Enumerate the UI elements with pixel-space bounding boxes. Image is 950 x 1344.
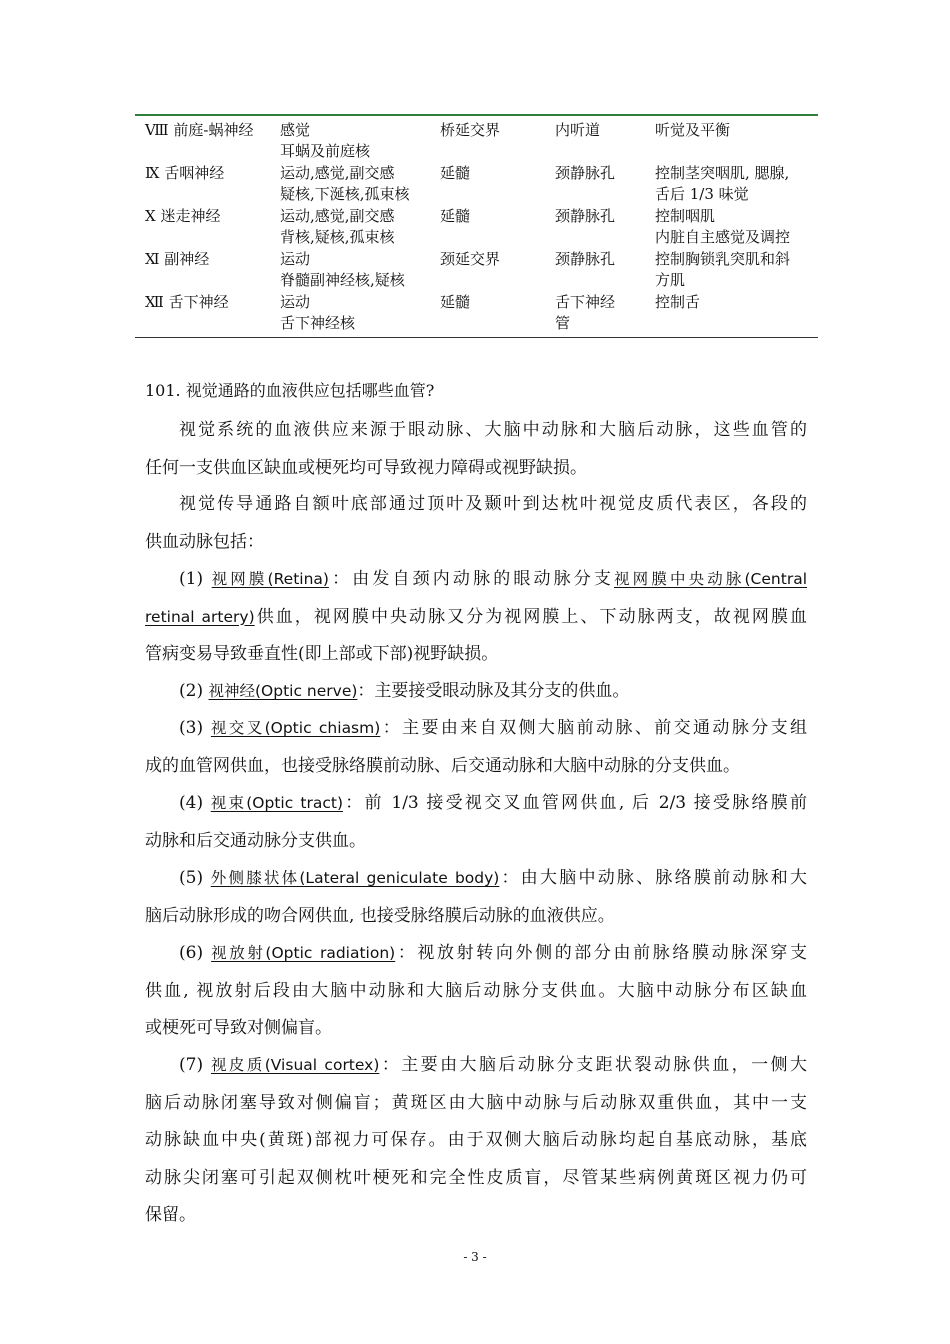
term-lateral-geniculate-body: 外侧膝状体(Lateral geniculate body) (210, 869, 500, 887)
cell-text: 控制咽肌 (655, 207, 716, 225)
term-optic-nerve: 视神经(Optic nerve) (208, 682, 358, 700)
nerve-name-cell (145, 249, 209, 270)
location-cell (440, 249, 500, 270)
list-item-optic-radiation: (6) 视放射(Optic radiation)：视放射转向外侧的部分由前脉络膜动脉深穿支 供血, 视放射后段由大脑中动脉和大脑后动脉分支供血。大脑中动脉分布区缺血 或梗死可导致对侧偏盲。 (145, 943, 808, 1038)
exit-cell (555, 249, 615, 270)
fiber-type-cell (280, 292, 355, 334)
cell-text: 耳蜗及前庭核 (280, 142, 371, 160)
cell-text: 延髓 (440, 293, 471, 311)
cell-text: 方肌 (655, 271, 686, 289)
cell-text: 颈静脉孔 (555, 164, 616, 182)
cell-text: 听觉及平衡 (655, 121, 731, 139)
location-cell (440, 206, 470, 227)
cell-text: Ⅹ 迷走神经 (145, 207, 221, 225)
cell-text: 颈静脉孔 (555, 207, 616, 225)
exit-cell (555, 206, 615, 227)
cell-text: 疑核,下涎核,孤束核 (280, 185, 410, 203)
table-top-rule (135, 114, 818, 116)
cell-text: 颈延交界 (440, 250, 501, 268)
cell-text: 运动 (280, 250, 311, 268)
function-cell (655, 163, 789, 205)
cell-text: 脊髓副神经核,疑核 (280, 271, 405, 289)
list-item-optic-nerve: (2) 视神经(Optic nerve)：主要接受眼动脉及其分支的供血。 (179, 681, 630, 701)
function-cell (655, 292, 700, 313)
cell-text: Ⅺ 副神经 (145, 250, 210, 268)
cell-text: 内脏自主感觉及调控 (655, 228, 791, 246)
term-optic-tract: 视束(Optic tract) (210, 794, 343, 812)
cell-text: 延髓 (440, 164, 471, 182)
list-item-lateral-geniculate-body: (5) 外侧膝状体(Lateral geniculate body)：由大脑中动脉、脉络膜前动脉和大 脑后动脉形成的吻合网供血, 也接受脉络膜后动脉的血液供应。 (145, 868, 808, 926)
cranial-nerve-table (135, 114, 818, 338)
function-cell (655, 120, 730, 141)
table-bottom-rule (135, 337, 818, 338)
location-cell (440, 120, 500, 141)
cell-text: 延髓 (440, 207, 471, 225)
exit-cell (555, 120, 600, 141)
list-item-optic-chiasm: (3) 视交叉(Optic chiasm)：主要由来自双侧大脑前动脉、前交通动脉分支组 成的血管网供血，也接受脉络膜前动脉、后交通动脉和大脑中动脉的分支供血。 (145, 718, 808, 776)
table-row (135, 163, 818, 206)
section-title: 101. 视觉通路的血液供应包括哪些血管? (145, 381, 435, 400)
cell-text: 控制胸锁乳突肌和斜 (655, 250, 791, 268)
cell-text: 颈静脉孔 (555, 250, 616, 268)
cell-text: 桥延交界 (440, 121, 501, 139)
location-cell (440, 163, 470, 184)
list-item-optic-tract: (4) 视束(Optic tract)：前 1/3 接受视交叉血管网供血, 后 2/3 接受脉络膜前 动脉和后交通动脉分支供血。 (145, 793, 807, 851)
table-row (135, 206, 818, 249)
cell-text: Ⅸ 舌咽神经 (145, 164, 225, 182)
cell-text: 运动,感觉,副交感 (280, 164, 395, 182)
fiber-type-cell (280, 120, 370, 162)
cell-text: Ⅻ 舌下神经 (145, 293, 229, 311)
cell-text: 内听道 (555, 121, 601, 139)
term-optic-radiation: 视放射(Optic radiation) (211, 944, 396, 962)
cell-text: 感觉 (280, 121, 311, 139)
nerve-name-cell (145, 206, 220, 227)
term-central-retinal-artery: 视网膜中央动脉(Central (614, 570, 807, 588)
table-row (135, 120, 818, 163)
function-cell (655, 206, 790, 248)
fiber-type-cell (280, 249, 405, 291)
cell-text: 运动,感觉,副交感 (280, 207, 395, 225)
cell-text: 管 (555, 314, 571, 332)
exit-cell (555, 292, 615, 334)
term-visual-cortex: 视皮质(Visual cortex) (210, 1056, 380, 1074)
cell-text: 舌下神经核 (280, 314, 356, 332)
cell-text: 舌下神经 (555, 293, 616, 311)
term-retina: 视网膜(Retina) (211, 570, 329, 588)
cell-text: 控制茎突咽肌, 腮腺, (655, 164, 790, 182)
nerve-name-cell (145, 292, 229, 313)
cell-text: 控制舌 (655, 293, 701, 311)
location-cell (440, 292, 470, 313)
cell-text: 运动 (280, 293, 311, 311)
cell-text: Ⅷ 前庭-蜗神经 (145, 121, 254, 139)
fiber-type-cell (280, 163, 410, 205)
paragraph-intro: 视觉系统的血液供应来源于眼动脉、大脑中动脉和大脑后动脉，这些血管的 任何一支供血区缺血或梗死均可导致视力障碍或视野缺损。 (145, 420, 807, 478)
cell-text: 背核,疑核,孤束核 (280, 228, 395, 246)
paragraph-pathway: 视觉传导通路自额叶底部通过顶叶及颞叶到达枕叶视觉皮质代表区，各段的 供血动脉包括： (145, 494, 807, 552)
nerve-name-cell (145, 120, 253, 141)
term-optic-chiasm: 视交叉(Optic chiasm) (210, 719, 381, 737)
page-number: - 3 - (463, 1250, 487, 1264)
list-item-retina: (1) 视网膜(Retina)：由发自颈内动脉的眼动脉分支视网膜中央动脉(Central retinal artery)供血，视网膜中央动脉又分为视网膜上、下动脉两支，故视网膜血 管病变易导致垂直性(即上部或下部)视野缺损。 (145, 569, 807, 664)
table-body (135, 120, 818, 337)
exit-cell (555, 163, 615, 184)
cell-text: 舌后 1/3 味觉 (655, 185, 749, 203)
list-item-visual-cortex: (7) 视皮质(Visual cortex)：主要由大脑后动脉分支距状裂动脉供血，一侧大 脑后动脉闭塞导致对侧偏盲；黄斑区由大脑中动脉与后动脉双重供血，其中一支 动脉缺血中央(黄斑)部视力可保存。由于双侧大脑后动脉均起自基底动脉，基底 动脉尖闭塞可引起双侧枕叶梗死和完全性皮质盲，尽管某些病例黄斑区视力仍可 保留。 (145, 1055, 807, 1225)
table-row (135, 249, 818, 292)
function-cell (655, 249, 790, 291)
table-row (135, 292, 818, 335)
nerve-name-cell (145, 163, 224, 184)
fiber-type-cell (280, 206, 395, 248)
